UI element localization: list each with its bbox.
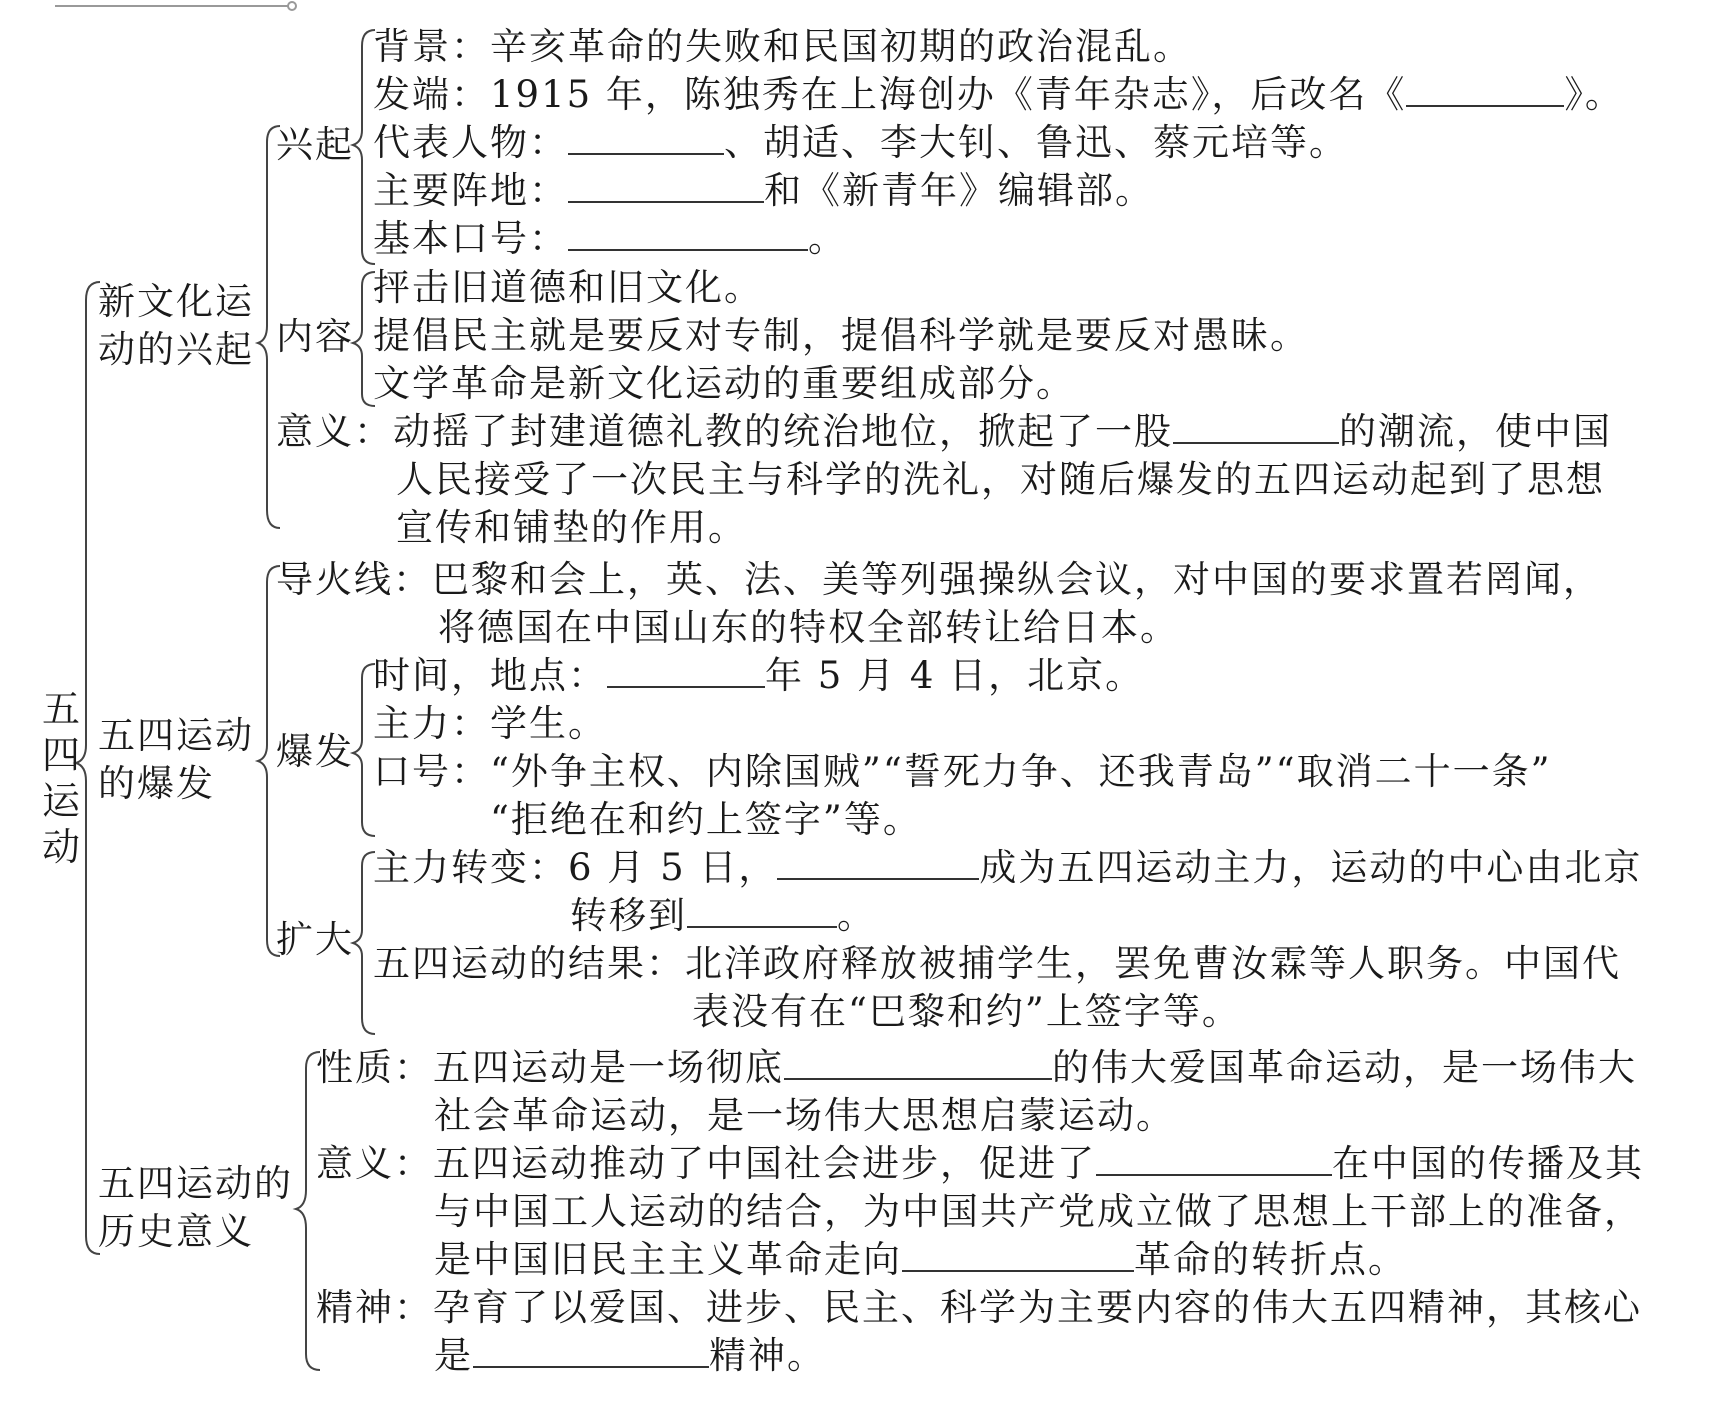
outbreak-label-line2: 的爆发 (98, 762, 215, 805)
rise-meaning-line2: 人民接受了一次民主与科学的洗礼，对随后爆发的五四运动起到了思想 (396, 458, 1605, 501)
burst-slogans-line1: 口号：“外争主权、内除国贼”“誓死力争、还我青岛”“取消二十一条” (373, 750, 1552, 793)
blank-trend (1173, 408, 1339, 444)
xingqi-figures: 代表人物： 、胡适、李大钊、鲁迅、蔡元培等。 (373, 121, 1348, 164)
xingqi-slogan: 基本口号： 。 (373, 217, 847, 260)
nature-line1: 性质：五四运动是一场彻底 的伟大爱国革命运动，是一场伟大 (316, 1046, 1637, 1089)
rise-label-line2: 动的兴起 (98, 328, 254, 371)
burst-main-force: 主力：学生。 (373, 702, 607, 745)
blank-new-force (777, 844, 979, 880)
content-line2: 提倡民主就是要反对专制，提倡科学就是要反对愚昧。 (373, 314, 1309, 357)
blank-revolution (902, 1236, 1134, 1272)
blank-slogan (568, 215, 808, 251)
outbreak-label-line1: 五四运动 (98, 714, 254, 757)
expand-result-line1: 五四运动的结果：北洋政府释放被捕学生，罢免曹汝霖等人职务。中国代 (373, 942, 1621, 985)
rise-meaning-line3: 宣传和铺垫的作用。 (396, 506, 747, 549)
content-label: 内容 (276, 315, 354, 358)
spirit-line1: 精神：孕育了以爱国、进步、民主、科学为主要内容的伟大五四精神，其核心 (316, 1286, 1642, 1329)
content-line3: 文学革命是新文化运动的重要组成部分。 (373, 362, 1075, 405)
significance-label-line2: 历史意义 (98, 1210, 254, 1253)
blank-figures (568, 119, 724, 155)
xingqi-origin: 发端：1915 年，陈独秀在上海创办《青年杂志》，后改名《 》。 (373, 73, 1624, 116)
fuse-line2: 将德国在中国山东的特权全部转让给日本。 (438, 606, 1179, 649)
burst-slogans-line2: “拒绝在和约上签字”等。 (490, 798, 922, 841)
xingqi-base: 主要阵地： 和《新青年》编辑部。 (373, 169, 1154, 212)
xingqi-label: 兴起 (276, 123, 354, 166)
blank-origin (1406, 71, 1564, 107)
blank-spread (1096, 1140, 1332, 1176)
nature-line2: 社会革命运动，是一场伟大思想启蒙运动。 (434, 1094, 1175, 1137)
root-title: 五 四 运 动 (41, 687, 80, 869)
rise-label-line1: 新文化运 (98, 280, 254, 323)
blank-nature (784, 1044, 1052, 1080)
xingqi-background: 背景：辛亥革命的失败和民国初期的政治混乱。 (373, 25, 1192, 68)
content-line1: 抨击旧道德和旧文化。 (373, 266, 763, 309)
expand-shift-line2: 转移到 。 (570, 894, 876, 937)
spirit-line2: 是 精神。 (434, 1334, 826, 1377)
significance-label-line1: 五四运动的 (98, 1162, 293, 1205)
blank-year (607, 652, 765, 688)
expand-shift-line1: 主力转变：6 月 5 日， 成为五四运动主力，运动的中心由北京 (373, 846, 1643, 889)
sig-meaning-line1: 意义：五四运动推动了中国社会进步，促进了 在中国的传播及其 (316, 1142, 1644, 1185)
blank-base (568, 167, 764, 203)
sig-meaning-line3: 是中国旧民主主义革命走向 革命的转折点。 (434, 1238, 1407, 1281)
blank-new-center (687, 892, 837, 928)
rise-meaning-line1: 意义：动摇了封建道德礼教的统治地位，掀起了一股 的潮流，使中国 (276, 410, 1612, 453)
burst-time: 时间，地点： 年 5 月 4 日，北京。 (373, 654, 1145, 697)
expand-label: 扩大 (276, 918, 354, 961)
burst-label: 爆发 (276, 730, 354, 773)
fuse-line1: 导火线：巴黎和会上，英、法、美等列强操纵会议，对中国的要求置若罔闻， (276, 558, 1602, 601)
sig-meaning-line2: 与中国工人运动的结合，为中国共产党成立做了思想上干部上的准备， (434, 1190, 1643, 1233)
expand-result-line2: 表没有在“巴黎和约”上签字等。 (692, 990, 1241, 1033)
blank-spirit (473, 1332, 709, 1368)
